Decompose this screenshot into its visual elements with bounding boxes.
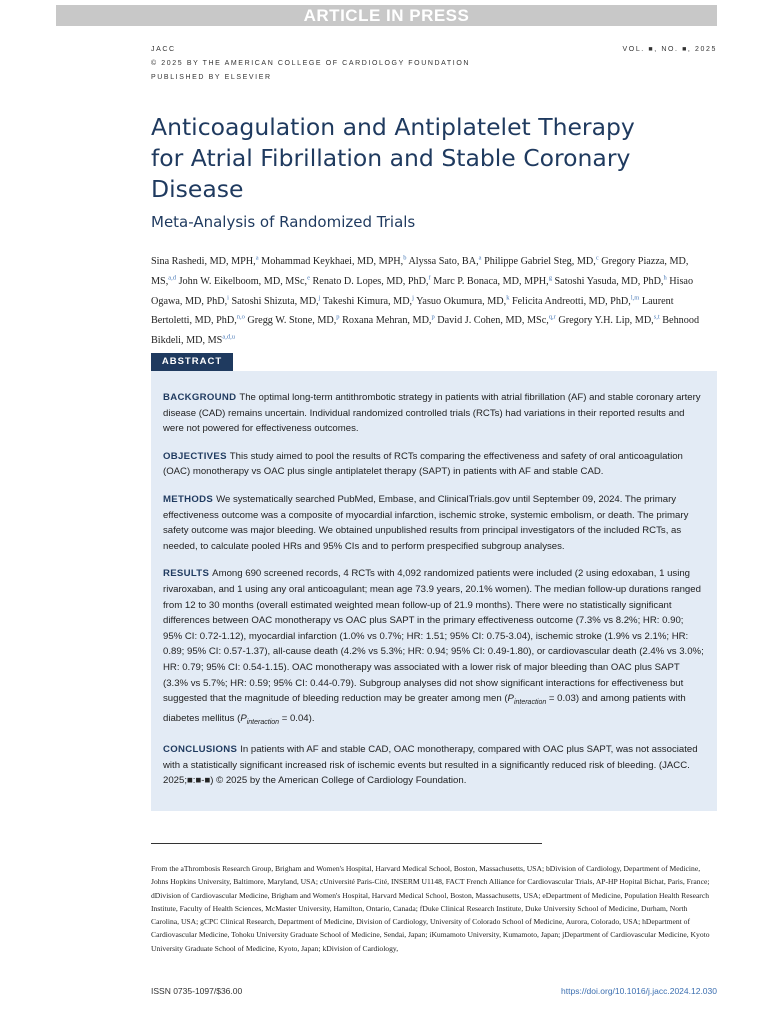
author-affiliation-marker: j — [318, 294, 321, 302]
background-text: The optimal long-term antithrombotic strategy in patients with atrial fibrillation (AF) and stable coronary artery disease (CAD) remains uncertain. Individual randomized controlled trials (RCTs) had variations in their reported results and were not powered for effectiveness outcomes. — [163, 392, 701, 435]
author-name: Alyssa Sato, BA, — [408, 256, 479, 268]
author-name: Marc P. Bonaca, MD, MPH, — [433, 276, 549, 288]
methods-text: We systematically searched PubMed, Embase, and ClinicalTrials.gov until September 09, 2024. The primary effectiveness outcome was a composite of myocardial infarction, ischemic stroke, systemic embolism, or death. The primary safety outcome was major bleeding. We obtained unpublished results from principal investigators of the included RCTs, as needed, to calculate pooled HRs and 95% CIs and to perform prespecified subgroup analyses. — [163, 493, 689, 552]
author-name: Philippe Gabriel Steg, MD, — [484, 256, 596, 268]
abstract-box — [151, 371, 717, 811]
author-affiliation-marker: p — [336, 314, 340, 322]
author-name: Renato D. Lopes, MD, PhD, — [312, 276, 429, 288]
author-name: Gregory Piazza, MD, MS, — [151, 256, 689, 288]
abstract-label: ABSTRACT — [151, 353, 233, 371]
author-affiliation-marker: a — [478, 255, 482, 262]
author-affiliation-marker: q,r — [548, 314, 556, 322]
abstract-conclusions — [163, 742, 705, 789]
author-affiliation-marker: j — [412, 294, 414, 302]
conclusions-text: In patients with AF and stable CAD, OAC monotherapy, compared with OAC plus SAPT, was not associated with a statistically significant increased risk of ischemic events but resulted in a significantly reduced risk of bleeding. (JACC. 2025;■:■-■) © 2025 by the American College of Cardiology Foundation. — [163, 744, 698, 787]
journal-volume: VOL. ■, NO. ■, 2025 — [622, 46, 717, 53]
author-affiliation-marker: a,d,u — [222, 333, 235, 341]
affiliations: From the aThrombosis Research Group, Brigham and Women's Hospital, Harvard Medical School, Boston, Massachusetts, USA; bDivision of Cardiology, Department of Medicine, Johns Hopkins University, Baltimore, Maryland, USA; cUniversité Paris-Cité, INSERM U1148, FACT French Alliance for Cardiovascular Trials, AP-HP Hopital Bichat, Paris, France; dDivision of Cardiovascular Medicine, Brigham and Women's Hospital, Harvard Medical School, Boston, Massachusetts, USA; eDepartment of Medicine, Population Health Research Institute, Faculty of Health Sciences, McMaster University, Hamilton, Ontario, Canada; fDuke Clinical Research Institute, Duke University School of Medicine, Durham, North Carolina, USA; gCPC Clinical Research, Department of Medicine, Division of Cardiology, University of Colorado School of Medicine, Aurora, Colorado, USA; hDepartment of Cardiovascular Medicine, Tohoku University Graduate School of Medicine, Sendai, Japan; iKumamoto University, Kumamoto, Japan; jDepartment of Cardiovascular Medicine, Kyoto University Graduate School of Medicine, Kyoto, Japan; kDivision of Cardiology, — [151, 864, 710, 953]
journal-name: JACC — [151, 46, 176, 53]
author — [555, 276, 667, 287]
author-affiliation-marker: g — [548, 274, 552, 282]
journal-meta — [151, 43, 470, 85]
author-name: Gregg W. Stone, MD, — [247, 315, 337, 327]
author — [416, 296, 509, 307]
author — [313, 276, 431, 287]
author-affiliation-marker: s,t — [653, 314, 660, 322]
author-affiliation-marker: f — [428, 274, 431, 282]
author-name: Behnood Bikdeli, MD, MS — [151, 315, 700, 347]
author-name: Felicita Andreotti, MD, PhD, — [511, 295, 631, 307]
author-name: Satoshi Shizuta, MD, — [231, 295, 319, 307]
author-name: John W. Eikelboom, MD, MSc, — [178, 276, 308, 288]
author-affiliation-marker: p — [431, 314, 435, 322]
journal-publisher: PUBLISHED BY ELSEVIER — [151, 74, 272, 81]
journal-copyright: © 2025 BY THE AMERICAN COLLEGE OF CARDIOLOGY FOUNDATION — [151, 60, 471, 67]
author — [323, 296, 414, 307]
article-title: Anticoagulation and Antiplatelet Therapy for Atrial Fibrillation and Stable Coronary Disease — [151, 113, 635, 203]
author-affiliation-marker: a — [255, 255, 259, 262]
author-name: Hisao Ogawa, MD, PhD, — [151, 276, 694, 307]
abstract-results — [163, 566, 705, 730]
author — [437, 315, 556, 326]
author-list — [151, 251, 711, 349]
author-name: Laurent Bertoletti, MD, PhD, — [151, 295, 674, 327]
abstract-methods — [163, 492, 705, 554]
footnote-divider — [151, 843, 542, 844]
abstract-objectives — [163, 449, 705, 480]
author — [261, 256, 406, 267]
abstract-background — [163, 390, 705, 437]
author — [512, 296, 639, 307]
background-heading: BACKGROUND — [163, 392, 237, 403]
author-affiliation-marker: c — [595, 255, 599, 262]
author-name: Takeshi Kimura, MD, — [322, 295, 413, 307]
p-symbol: P — [507, 693, 514, 705]
author-affiliation-marker: i — [227, 294, 229, 302]
author-affiliation-marker: k — [506, 294, 510, 302]
author-name: Roxana Mehran, MD, — [342, 315, 432, 327]
author-name: David J. Cohen, MD, MSc, — [437, 315, 549, 327]
author — [433, 276, 552, 287]
issn: ISSN 0735-1097/$36.00 — [151, 986, 243, 996]
author — [558, 315, 659, 326]
objectives-text: This study aimed to pool the results of RCTs comparing the effectiveness and safety of oral anticoagulation (OAC) monotherapy vs OAC plus single antiplatelet therapy (SAPT) in patients with AF and stable CAD. — [163, 450, 683, 478]
methods-heading: METHODS — [163, 493, 214, 505]
objectives-heading: OBJECTIVES — [163, 450, 227, 462]
author — [247, 315, 339, 326]
article-subtitle: Meta-Analysis of Randomized Trials — [151, 213, 416, 231]
author — [342, 315, 435, 326]
p-subscript: interaction — [513, 699, 547, 706]
author-name: Mohammad Keykhaei, MD, MPH, — [261, 256, 404, 268]
author — [408, 256, 481, 267]
author-affiliation-marker: h — [663, 274, 667, 282]
author-affiliation-marker: b — [403, 255, 407, 262]
results-text-mid: = 0.03) and among patients with diabetes mellitus ( — [163, 693, 686, 724]
conclusions-heading: CONCLUSIONS — [163, 744, 238, 756]
author — [151, 256, 259, 267]
author-name: Yasuo Okumura, MD, — [416, 295, 507, 307]
doi-link[interactable]: https://doi.org/10.1016/j.jacc.2024.12.030 — [561, 986, 717, 996]
author — [179, 276, 310, 287]
author-affiliation-marker: l,m — [630, 294, 640, 302]
author — [231, 296, 320, 307]
author-name: Satoshi Yasuda, MD, PhD, — [554, 276, 664, 288]
author-name: Gregory Y.H. Lip, MD, — [558, 315, 654, 327]
results-text: Among 690 screened records, 4 RCTs with 4,092 randomized patients were included (2 using edoxaban, 1 using rivaroxaban, and 1 using any oral anticoagulant; mean age 73.9 years, 20.1% women). The median follow-up durations ranged from 12 to 30 months (overall estimated weighted mean follow-up of 21.9 months). There were no statistically significant differences between OAC monotherapy vs OAC plus SAPT in the primary effectiveness outcome (7.3% vs 8.2%; HR: 0.90; 95% CI: 0.72-1.12), myocardial infarction (1.0% vs 0.7%; HR: 1.51; 95% CI: 0.75-3.04), ischemic stroke (1.9% vs 2.1%; HR: 0.89; 95% CI: 0.57-1.37), all-cause death (4.2% vs 5.3%; HR: 0.94; 95% CI: 0.49-1.80), or cardiovascular death (2.4% vs 3.0%; HR: 0.79; 95% CI: 0.54-1.15). OAC monotherapy was associated with a lower risk of major bleeding than OAC plus SAPT (3.3% vs 5.7%; HR: 0.59; 95% CI: 0.44-0.79). Subgroup analyses did not show significant interactions for effectiveness but suggested that the magnitude of bleeding reduction may be greater among men ( — [163, 568, 704, 705]
results-text-end: = 0.04). — [279, 712, 315, 724]
author-name: Sina Rashedi, MD, MPH, — [151, 256, 256, 268]
p-subscript: interaction — [246, 718, 280, 726]
author-affiliation-marker: e — [307, 274, 310, 282]
results-heading: RESULTS — [163, 568, 210, 580]
author-affiliation-marker: n,o — [236, 314, 245, 322]
p-symbol: P — [240, 712, 247, 724]
article-in-press-banner: ARTICLE IN PRESS — [56, 5, 717, 26]
author-affiliation-marker: a,d — [168, 274, 177, 282]
author — [484, 256, 599, 267]
